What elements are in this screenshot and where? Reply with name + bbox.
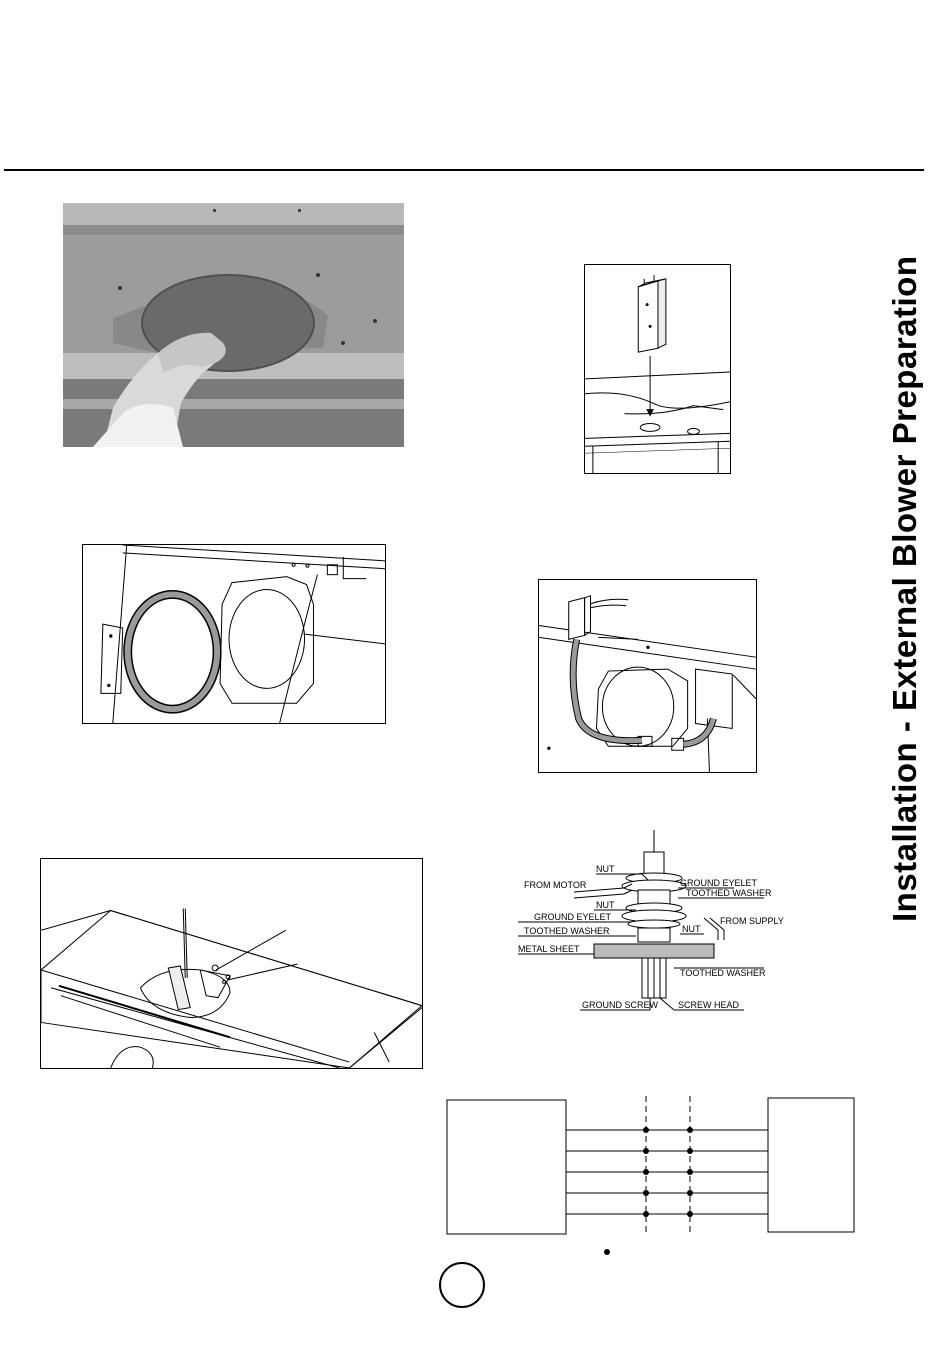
wire-connector-2-1 (643, 1148, 649, 1154)
wire-connector-3-1 (643, 1169, 649, 1175)
photo-knockout-cover (63, 203, 404, 447)
wiring-lines (566, 1127, 768, 1217)
header-rule (4, 169, 924, 171)
page-number-badge (439, 1262, 485, 1308)
diagram-ground-connection (514, 826, 794, 1020)
wire-connector-5-2 (687, 1211, 693, 1217)
wire-connector-4-2 (687, 1190, 693, 1196)
label-metal-sheet: METAL SHEET (518, 944, 580, 954)
wire-connector-4-1 (643, 1190, 649, 1196)
label-ground-eyelet-mid: GROUND EYELET (534, 912, 612, 922)
label-toothed-washer-mid: TOOTHED WASHER (524, 926, 610, 936)
label-nut-top: NUT (596, 864, 615, 874)
wire-connector-3-2 (687, 1169, 693, 1175)
label-nut-mid: NUT (596, 900, 615, 910)
label-ground-screw: GROUND SCREW (582, 1000, 658, 1010)
wire-connector-5-1 (643, 1211, 649, 1217)
label-nut-right: NUT (682, 924, 701, 934)
drawing-hood-top-opening (40, 858, 423, 1069)
label-ground-eyelet-top: GROUND EYELET (680, 878, 758, 888)
wire-connector-1-1 (643, 1127, 649, 1133)
label-toothed-washer-bottom: TOOTHED WASHER (680, 968, 766, 978)
drawing-gasket-ring (82, 544, 386, 724)
drawing-cable-routing (538, 579, 757, 773)
label-screw-head: SCREW HEAD (678, 1000, 740, 1010)
label-from-supply: FROM SUPPLY (720, 916, 784, 926)
wire-connector-2-2 (687, 1148, 693, 1154)
label-toothed-washer-top: TOOTHED WASHER (686, 888, 772, 898)
section-title: Installation - External Blower Preparation (886, 255, 923, 922)
wire-connector-1-2 (687, 1127, 693, 1133)
diagram-wiring (446, 1096, 856, 1236)
label-from-motor: FROM MOTOR (524, 880, 587, 890)
drawing-junction-box-placement (584, 264, 731, 474)
dot-marker (604, 1249, 610, 1255)
